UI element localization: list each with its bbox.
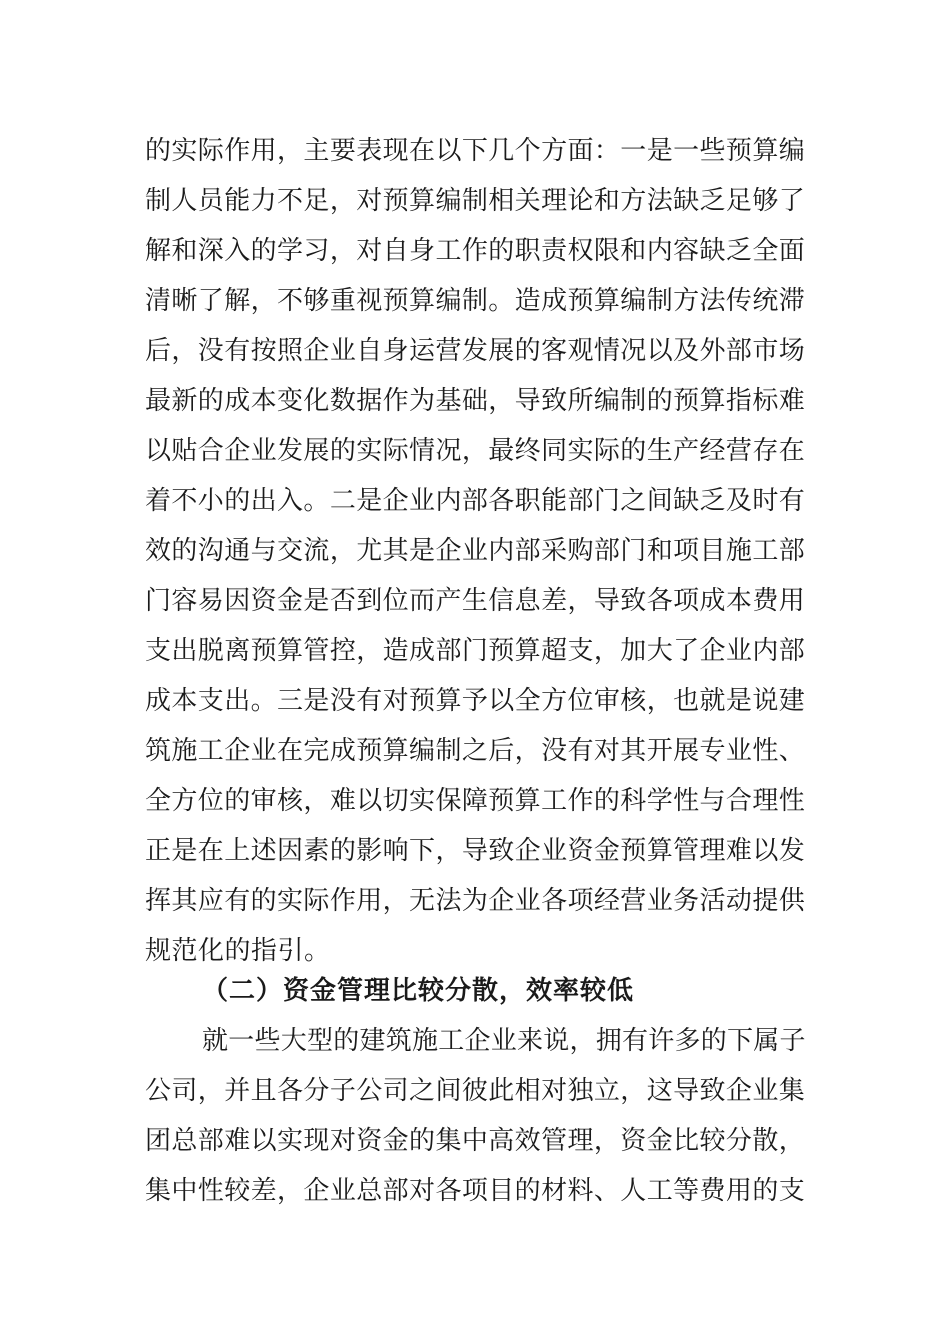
text-line: 正是在上述因素的影响下，导致企业资金预算管理难以发: [145, 836, 805, 866]
text-line: 成本支出。三是没有对预算予以全方位审核，也就是说建: [145, 686, 805, 716]
text-line: 以贴合企业发展的实际情况，最终同实际的生产经营存在: [145, 436, 805, 466]
text-line: 就一些大型的建筑施工企业来说，拥有许多的下属子: [202, 1026, 806, 1056]
text-line: 门容易因资金是否到位而产生信息差，导致各项成本费用: [145, 586, 805, 616]
text-line: 公司，并且各分子公司之间彼此相对独立，这导致企业集: [145, 1076, 805, 1106]
text-line: 规范化的指引。: [145, 936, 331, 966]
paragraph-fund-management: [145, 1016, 805, 1216]
text-line: 效的沟通与交流，尤其是企业内部采购部门和项目施工部: [145, 536, 805, 566]
section-heading: （二）资金管理比较分散，效率较低: [202, 976, 635, 1006]
text-line: 筑施工企业在完成预算编制之后，没有对其开展专业性、: [145, 736, 805, 766]
text-line: 集中性较差，企业总部对各项目的材料、人工等费用的支: [145, 1176, 805, 1206]
text-line: 解和深入的学习，对自身工作的职责权限和内容缺乏全面: [145, 236, 805, 266]
text-line: 团总部难以实现对资金的集中高效管理，资金比较分散，: [145, 1126, 805, 1156]
text-line: 后，没有按照企业自身运营发展的客观情况以及外部市场: [145, 336, 805, 366]
text-line: 全方位的审核，难以切实保障预算工作的科学性与合理性: [145, 786, 805, 816]
paragraph-budget-issues: [145, 126, 805, 976]
text-line: 的实际作用，主要表现在以下几个方面：一是一些预算编: [145, 136, 805, 166]
text-line: 清晰了解，不够重视预算编制。造成预算编制方法传统滞: [145, 286, 805, 316]
text-line: 制人员能力不足，对预算编制相关理论和方法缺乏足够了: [145, 186, 805, 216]
text-line: 挥其应有的实际作用，无法为企业各项经营业务活动提供: [145, 886, 805, 916]
text-line: 着不小的出入。二是企业内部各职能部门之间缺乏及时有: [145, 486, 805, 516]
text-line: 支出脱离预算管控，造成部门预算超支，加大了企业内部: [145, 636, 805, 666]
text-line: 最新的成本变化数据作为基础，导致所编制的预算指标难: [145, 386, 805, 416]
